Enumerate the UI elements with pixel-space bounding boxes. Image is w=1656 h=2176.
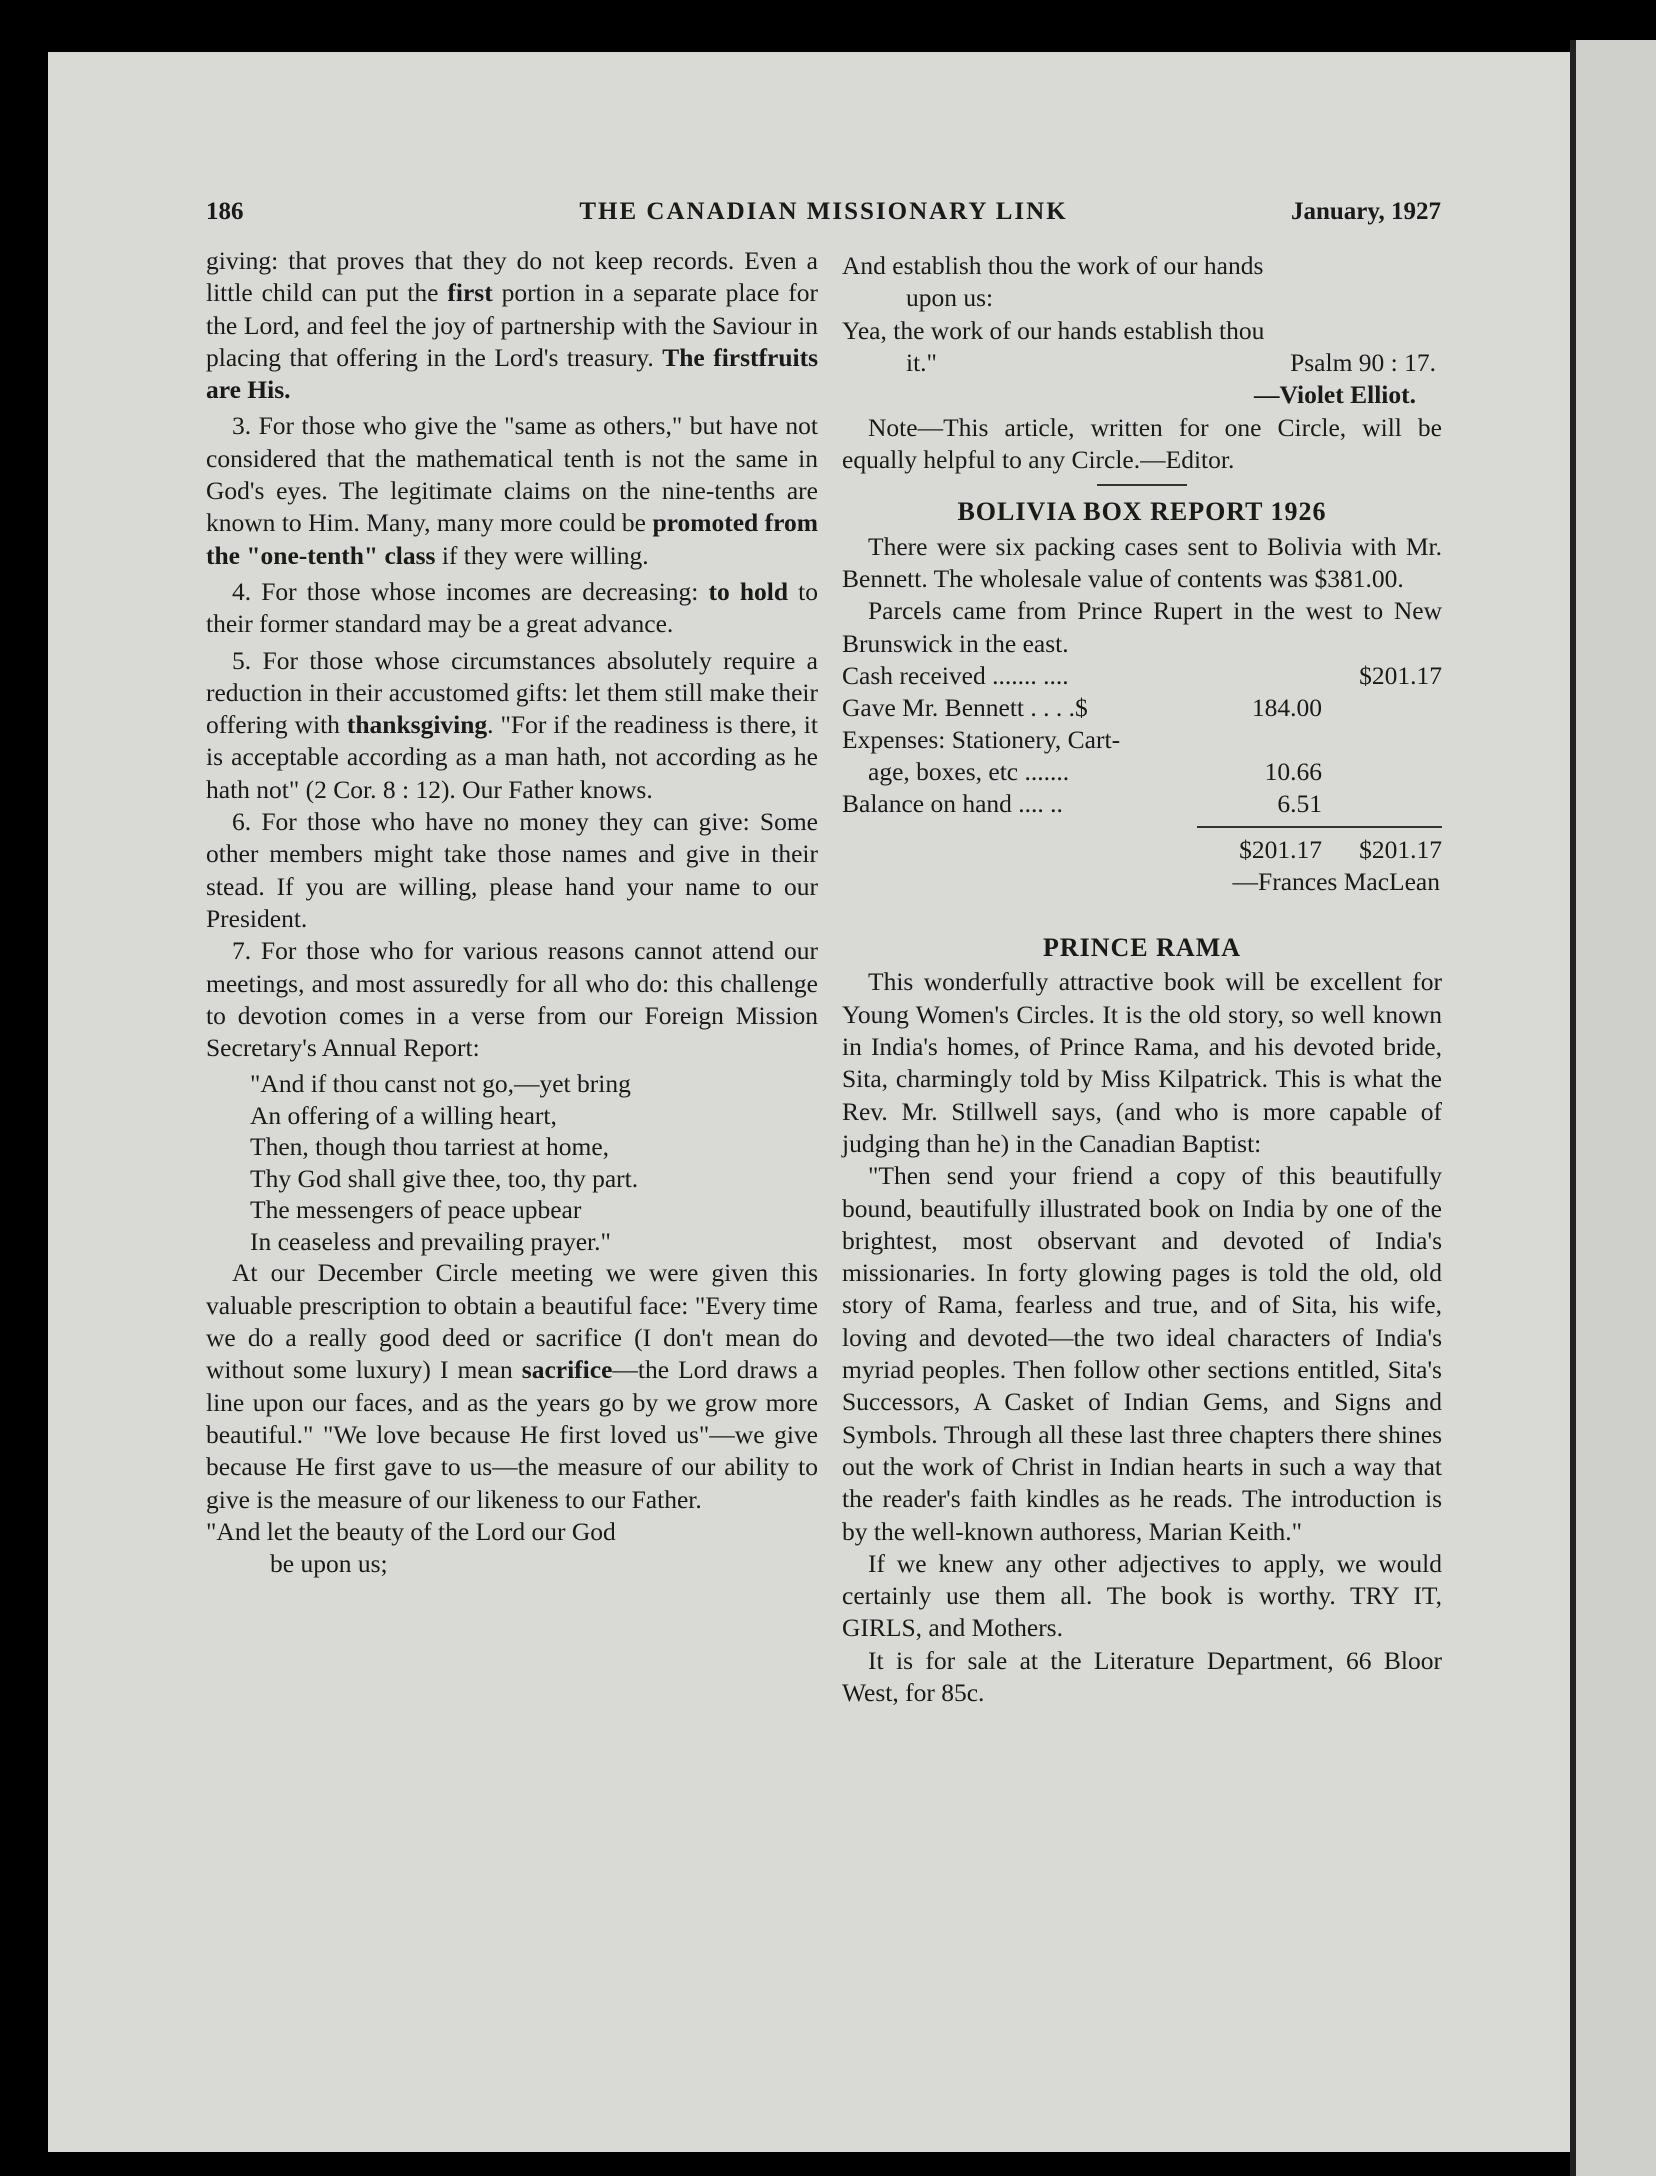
poem-verse [206,1068,818,1257]
quote-line-cont: upon us: [906,283,994,313]
verse-line: Then, though thou tarriest at home, [250,1132,610,1162]
ledger-row: Gave Mr. Bennett . . . .$ 184.00 [842,692,1322,722]
quote-line: Yea, the work of our hands establish thou [842,315,1265,345]
quote-line: "And let the beauty of the Lord our God [206,1516,616,1546]
paragraph-point-7: 7. For those who for various reasons cannot attend our meetings, and most assuredly for all who do: this challenge to devotion comes in a verse from our Foreign Mission Secretary's Annual Report: [206,936,818,1063]
article-author: —Violet Elliot. [1254,380,1416,410]
ledger-row: Cash received ....... .... $201.17 [842,660,1442,690]
verse-line: Thy God shall give thee, too, thy part. [250,1163,639,1193]
quote-line: And establish thou the work of our hands [842,251,1264,280]
ledger-row: age, boxes, etc ....... 10.66 [868,756,1322,786]
paragraph-point-5: 5. For those whose circumstances absolutely require a reduction in their accustomed gifts: let them still make their offering with thanksgiving. "For if the readiness is there, it is acceptable according as a man hath, not according as he hath not" (2 Cor. 8 : 12). Our Father knows. [206,645,818,804]
prince-rama-heading: PRINCE RAMA [1042,933,1242,963]
verse-line: In ceaseless and prevailing prayer." [250,1226,611,1256]
verse-line: "And if thou canst not go,—yet bring [250,1069,631,1099]
ledger-row: Expenses: Stationery, Cart- [842,724,1121,754]
paragraph-point-4: 4. For those whose incomes are decreasing: to hold to their former standard may be a great advance. [206,576,818,639]
bolivia-report-heading: BOLIVIA BOX REPORT 1926 [957,497,1327,527]
editor-note: Note—This article, written for one Circle, will be equally helpful to any Circle.—Editor. [842,412,1442,475]
left-column [206,245,818,1580]
prince-rama-review-quote: "Then send your friend a copy of this beautifully bound, beautifully illustrated book on India by one of the brightest, most observant and devoted of India's missionaries. In forty glowing pages is told the old, old story of Rama, fearless and true, and of Sita, his wife, loving and devoted—the two ideal characters of India's myriad peoples. Then follow other sections entitled, Sita's Successors, A Casket of Indian Gems, and Signs and Symbols. Through all these last three chapters there shines out the work of Christ in Indian hearts in such a way that the reader's faith kindles as he reads. The introduction is by the well-known authoress, Marian Keith." [842,1161,1442,1546]
report-signer: —Frances MacLean [1232,866,1440,896]
quote-line-cont: it." [906,347,937,377]
running-header [206,198,1441,232]
prince-rama-paragraph-1: This wonderfully attractive book will be excellent for Young Women's Circles. It is the old story, so well known in India's homes, of Prince Rama, and his devoted bride, Sita, charmingly told by Miss Kilpatrick. This is what the Rev. Mr. Stillwell says, (and who is more capable of judging than he) in the Canadian Baptist: [842,967,1442,1158]
bolivia-ledger [842,660,1442,866]
bolivia-paragraph-2: Parcels came from Prince Rupert in the west to New Brunswick in the east. [842,596,1442,658]
prince-rama-paragraph-3: If we knew any other adjectives to apply, we would certainly use them all. The book is worthy. TRY IT, GIRLS, and Mothers. [842,1548,1442,1643]
right-column [842,250,1442,1709]
page-number: 186 [206,198,244,225]
psalm-reference: Psalm 90 : 17. [1290,348,1436,378]
quote-line-cont: be upon us; [270,1549,388,1579]
issue-date: January, 1927 [1290,198,1441,225]
prince-rama-paragraph-4: It is for sale at the Literature Department, 66 Bloor West, for 85c. [842,1645,1442,1707]
bolivia-paragraph-1: There were six packing cases sent to Bolivia with Mr. Bennett. The wholesale value of contents was $381.00. [842,531,1442,593]
publication-title: THE CANADIAN MISSIONARY LINK [579,198,1068,225]
verse-line: The messengers of peace upbear [250,1195,582,1225]
paragraph-point-6: 6. For those who have no money they can give: Some other members might take those names and give in their stead. If you are willing, please hand your name to our President. [206,807,818,933]
total-rule [1197,826,1442,828]
ledger-row: Balance on hand .... .. 6.51 [842,788,1322,818]
next-page-edge [1576,40,1656,2176]
paragraph-giving: giving: that proves that they do not keep records. Even a little child can put the first portion in a separate place for the Lord, and feel the joy of partnership with the Saviour in placing that offering in the Lord's treasury. The firstfruits are His. [206,246,819,405]
section-divider [1097,484,1187,486]
psalm-quote [842,250,1442,412]
paragraph-december-meeting: At our December Circle meeting we were given this valuable prescription to obtain a beautiful face: "Every time we do a really good deed or sacrifice (I don't mean do without some luxury) I mean sacrifice—the Lord draws a line upon our faces, and as the years go by we grow more beautiful." "We love because He first loved us"—we give because He first gave to us—the measure of our ability to give is the measure of our likeness to our Father. [206,1258,818,1514]
verse-line: An offering of a willing heart, [250,1100,557,1130]
paragraph-point-3: 3. For those who give the "same as others," but have not considered that the mathematical tenth is not the same in God's eyes. The legitimate claims on the nine-tenths are known to Him. Many, many more could be promoted from the "one-tenth" class if they were willing. [206,411,818,570]
closing-scripture-quote [206,1516,818,1581]
ledger-totals: $201.17 $201.17 [1239,834,1442,864]
